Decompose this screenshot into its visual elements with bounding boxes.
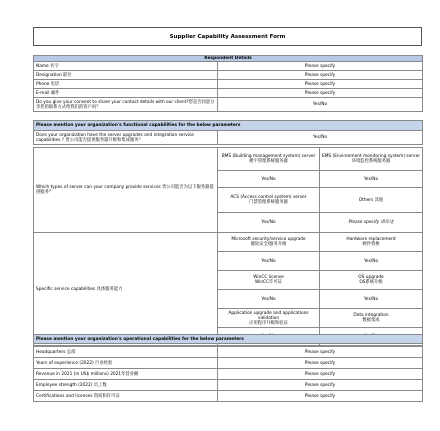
form-title-text: Supplier Capability Assessment Form: [169, 33, 286, 40]
specific-capabilities-label: Specific service capabilities 具体服务能力: [34, 233, 218, 346]
wincc-license-label: [218, 271, 320, 290]
os-upgrade-answer[interactable]: Yes/No: [320, 290, 423, 309]
server-types-label: Which types of server can your company provide services 贵公司能否为以下服务器提供服务？: [34, 148, 218, 233]
functional-capabilities-header: Please mention your organization's functional capabilities for the below parameters: [34, 121, 423, 131]
bms-server-answer[interactable]: Yes/No: [218, 171, 320, 188]
data-integration-label: [320, 309, 423, 328]
form-title: [33, 27, 422, 46]
hardware-replacement-label: [320, 233, 423, 252]
revenue-field[interactable]: Please specify: [218, 369, 423, 380]
microsoft-upgrade-label: [218, 233, 320, 252]
hardware-replacement-name: Hardware replacement: [346, 237, 396, 242]
phone-label: Phone 电话: [34, 80, 218, 89]
employee-strength-label: Employee strength (2022) 员工数: [34, 380, 218, 391]
functional-capabilities-table: [33, 120, 423, 346]
ems-server-label: [320, 148, 423, 171]
consent-answer[interactable]: Yes/No: [218, 98, 423, 112]
server-upgrade-question: Does your organization have the server upgrades and integration service capabilities ? 贵公司能否提供服务器升级和集成服务？: [34, 131, 218, 145]
email-label: E-mail 邮件: [34, 89, 218, 98]
operational-capabilities-header: Please mention your organization's operational capabilities for the below parameters: [34, 335, 423, 344]
employee-strength-field[interactable]: Please specify: [218, 380, 423, 391]
hardware-replacement-answer[interactable]: Yes/No: [320, 252, 423, 271]
os-upgrade-name: OS upgrade: [358, 275, 384, 280]
ems-server-name: EMS (Environment monitoring system) server: [322, 154, 420, 159]
name-label: Name 名字: [34, 62, 218, 71]
acs-server-label: [218, 188, 320, 213]
respondent-details-table: [33, 55, 423, 112]
others-server-label: Others 其他: [320, 188, 423, 213]
email-field[interactable]: Please specify: [218, 89, 423, 98]
microsoft-upgrade-answer[interactable]: Yes/No: [218, 252, 320, 271]
acs-server-name-cn: 门禁管理系统服务器: [249, 200, 288, 205]
acs-server-name: ACS (Access control system) server: [230, 195, 307, 200]
bms-server-label: [218, 148, 320, 171]
respondent-details-band: Respondent Details: [34, 56, 423, 62]
bms-server-name-cn: 楼宇管理系统服务器: [249, 159, 288, 164]
designation-field[interactable]: Please specify: [218, 71, 423, 80]
headquarters-label: Headquarters 总部: [34, 347, 218, 358]
years-experience-field[interactable]: Please specify: [218, 358, 423, 369]
microsoft-upgrade-name: Microsoft security/service upgrade: [231, 237, 306, 242]
hardware-replacement-name-cn: 硬件替换: [362, 242, 380, 247]
data-integration-name-cn: 数据集成: [362, 318, 380, 323]
designation-label: Designation 职位: [34, 71, 218, 80]
server-upgrade-answer[interactable]: Yes/No: [218, 131, 423, 145]
name-field[interactable]: Please specify: [218, 62, 423, 71]
phone-field[interactable]: Please specify: [218, 80, 423, 89]
app-upgrade-label: [218, 309, 320, 328]
wincc-license-name: WinCC license: [253, 275, 284, 280]
certifications-label: Certifications and licenses 资质和许可证: [34, 391, 218, 402]
headquarters-field[interactable]: Please specify: [218, 347, 423, 358]
wincc-license-name-cn: WinCC许可证: [255, 280, 282, 285]
os-upgrade-label: [320, 271, 423, 290]
years-experience-label: Years of experience (2022) 行业经验: [34, 358, 218, 369]
os-upgrade-name-cn: OS系统升级: [359, 280, 383, 285]
revenue-label: Revenue in 2021 (in US$ millions) 2021年营业额: [34, 369, 218, 380]
operational-capabilities-table: [33, 334, 423, 402]
ems-server-answer[interactable]: Yes/No: [320, 171, 423, 188]
consent-question: Do you give your consent to share your contact details with our client?您是否同意分享您的联系方式给我们的客户吗？: [34, 98, 218, 112]
acs-server-answer[interactable]: Yes/No: [218, 213, 320, 233]
ems-server-name-cn: 环境监控系统服务器: [351, 159, 391, 164]
app-upgrade-name-cn: 应用程序升级和验证: [249, 320, 288, 326]
wincc-license-answer[interactable]: Yes/No: [218, 290, 320, 309]
certifications-field[interactable]: Please specify: [218, 391, 423, 402]
app-upgrade-name: Application upgrade and applications validation: [228, 310, 309, 321]
others-server-answer[interactable]: Please specify 请详述: [320, 213, 423, 233]
data-integration-name: Data integration: [353, 313, 389, 318]
microsoft-upgrade-name-cn: 微软安全/服务升级: [250, 242, 287, 247]
bms-server-name: BMS (Building management system) server: [221, 154, 316, 159]
